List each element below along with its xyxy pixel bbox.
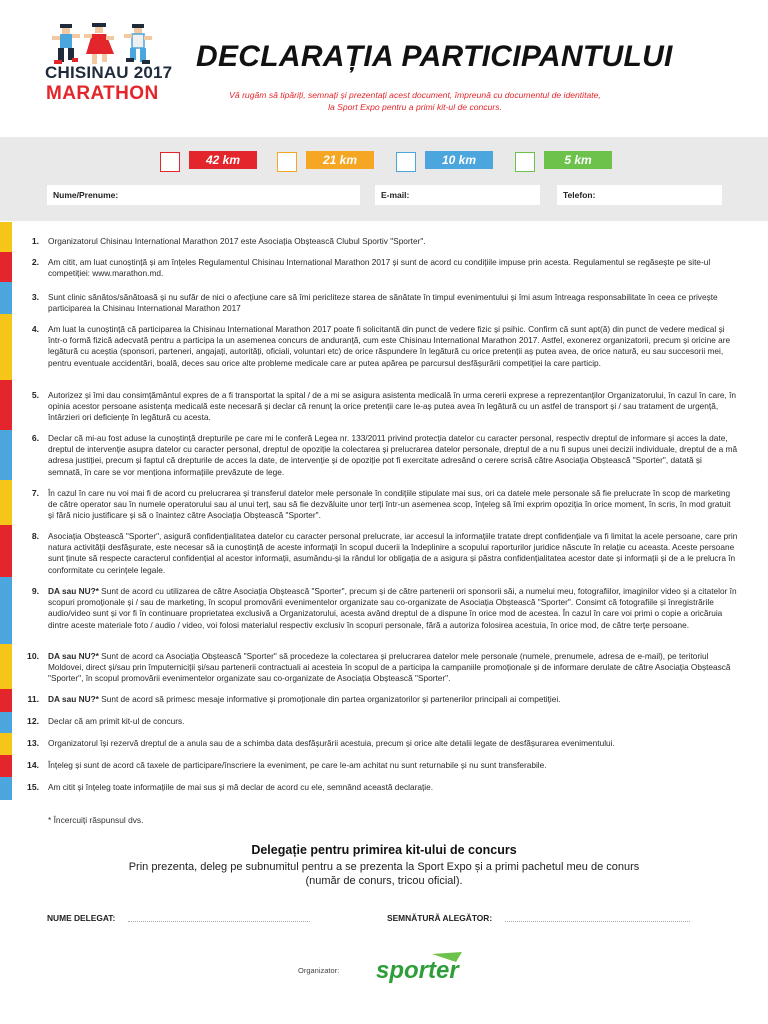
logo-year: 2017 [133,63,173,82]
stripe-segment [0,644,12,689]
item-number: 2. [31,257,39,267]
declaration-item-10 [48,651,738,685]
yes-no-choice[interactable]: DA sau NU?* [48,586,99,596]
declaration-item-8: Asociația Obștească "Sporter", asigură confidențialitatea datelor cu caracter personal prelucrate, iar accesul la informațiile tratate drept confidențiale va fi limitat la acele persoane, care prin natura activității desfășurate, este necesar să ia cunoștință de aceste informații în scopul ducerii la îndeplinire a scopului raporturilor juridice născute în relație cu aceasta. Aceste persoane sunt ținute să respecte caracterul confidențial al acestor informații, asumându-și la rândul lor obligația de a asigura și păstra confidențialitatea acestor date și informații și de a le prelucra în conformitate cu cerințele legale. [48,531,738,575]
delegate-name-label: NUME DELEGAT: [47,913,116,923]
logo-city [45,63,172,83]
distance-5km-label: 5 km [544,151,612,169]
item-number: 9. [31,586,39,596]
item-number: 1. [31,236,39,246]
signature-field[interactable] [505,921,690,922]
signature-label: SEMNĂTURĂ ALEGĂTOR: [387,913,493,923]
declaration-item-4: Am luat la cunoștință că participarea la Chisinau International Marathon 2017 poate fi solicitantă din punct de vedere fizic și psihic. Confirm că sunt apt(ă) din punct de vedere medical și într-o formă fizică adecvată pentru a participa la un asemenea concurs de anduranță, cum este Chisinau International Marathon 2017. Astfel, exonerez organizatorii, precum și oricine are legătură cu aceștia (sponsori, parteneri, angajați, autorități, oficiali, voluntari etc) de orice răspundere în legătură cu orice pretenții aș putea avea, de orice natură, eu sau succesorii mei, pentru eventuale accidentări, boală, deces sau orice alte probleme medicale care ar putea apărea pe parcursul desfășurării competiției la care particip. [48,324,731,368]
stripe-segment [0,777,12,800]
stripe-segment [0,689,12,712]
page-subtitle [205,89,625,113]
phone-field[interactable]: Telefon: [557,185,722,205]
item-number: 4. [31,324,39,334]
stripe-segment [0,733,12,755]
declaration-item-12: Declar că am primit kit-ul de concurs. [48,716,185,726]
stripe-segment [0,282,12,314]
subtitle-line-1: Vă rugăm să tipăriți, semnați și prezentați acest document, împreună cu documentul de identitate, [229,90,601,100]
stripe-segment [0,712,12,733]
delegation-title: Delegație pentru primirea kit-ului de concurs [251,843,517,857]
delegate-name-field[interactable] [128,921,310,922]
item-number: 13. [27,738,39,748]
distance-21km-label: 21 km [306,151,374,169]
declaration-item-9 [48,586,738,631]
declaration-item-3: Sunt clinic sănătos/sănătoasă și nu sufăr de nici o afecțiune care să îmi pericliteze starea de sănătate în timpul evenimentului și îmi asum întreaga responsabilitate în ceea ce privește participarea la Chisinau International Marathon 2017 [48,292,718,314]
item-number: 11. [27,694,39,704]
stripe-segment [0,380,12,430]
footnote: * Încercuiți răspunsul dvs. [48,815,144,825]
organizer-label: Organizator: [298,966,340,975]
checkbox-42km[interactable] [160,152,180,172]
stripe-segment [0,525,12,577]
stripe-segment [0,314,12,380]
checkbox-10km[interactable] [396,152,416,172]
stripe-segment [0,480,12,525]
item-number: 5. [31,390,39,400]
stripe-segment [0,252,12,282]
delegation-text [104,860,664,888]
item-number: 12. [27,716,39,726]
stripe-segment [0,430,12,480]
declaration-item-15: Am citit și înțeleg toate informațiile de mai sus și mă declar de acord cu ele, semnând această declarație. [48,782,434,792]
stripe-segment [0,577,12,644]
item-number: 6. [31,433,39,443]
distance-42km-label: 42 km [189,151,257,169]
item-number: 3. [31,292,39,302]
declaration-item-14: Înțeleg și sunt de acord că taxele de participare/înscriere la eveniment, pe care le-am achitat nu sunt returnabile și nu sunt transferabile. [48,760,547,770]
declaration-item-7: În cazul în care nu voi mai fi de acord cu prelucrarea și transferul datelor mele personale în condițiile stipulate mai sus, ori ca datele mele personale să fie prelucrate în scop de marketing de către operator sau în numele operatorului sau al unui terț, sau să fie dezvăluite unor terți într-un asemenea scop, înțeleg să îmi exprim opoziția în orice moment, în scris, în mod gratuit și fără nicio justificare și să o înaintez către Asociația Obștească "Sporter". [48,488,731,521]
declaration-item-6: Declar că mi-au fost aduse la cunoștință drepturile pe care mi le conferă Legea nr. 133/2011 privind protecția datelor cu caracter personal, respectiv dreptul de informare și acces la date, dreptul de intervenție asupra datelor cu caracter personal, dreptul de opoziție la colectarea și prelucrarea datelor personale, dreptul de a nu fi supus unei decizii individuale, dreptul de a mă adresa justiției, precum și faptul că drepturile de acces la date, de intervenție și de opoziție pot fi exercitate adresând o cerere scrisă către Asociația Obștească "Sporter", datată și semnată, în care se vor menționa informațiile prevăzute de lege. [48,433,738,477]
checkbox-21km[interactable] [277,152,297,172]
delegation-line-1: Prin prezenta, deleg pe subnumitul pentru a se prezenta la Sport Expo și a primi pachetul meu de conurs [128,861,640,873]
declaration-item-13: Organizatorul își rezervă dreptul de a anula sau de a schimba data desfășurării acestuia, precum și orice alte detalii legate de desfășurarea evenimentului. [48,738,615,748]
item-10-text: Sunt de acord ca Asociația Obștească "Sporter" să procedeze la colectarea și prelucrarea datelor mele personale (numele, prenumele, adresa de e-mail), pe teritoriul Moldovei, direct și/sau prin împuterniciții și/sau partenerii contractuali ai acesteia în scopul de a participa la campaniile promoționale și de informare derulate de către Asociația Obștească "Sporter", în scopul promovării evenimentelor organizate sau co-organizate de Asociația Obștească "Sporter". [48,651,731,684]
declaration-item-2: Am citit, am luat cunoștință și am înțeles Regulamentul Chisinau International Marathon 2017 și sunt de acord cu condițiile impuse prin acesta. Regulamentul se regăsește pe site-ul competiției: www.marathon.md. [48,257,711,279]
declaration-item-11 [48,694,738,705]
item-9-text: Sunt de acord cu utilizarea de către Asociația Obștească "Sporter", precum și de către partenerii ori sponsorii săi, a numelui meu, fotografiilor, imaginilor video și a citatelor în scopuri promoționale și / sau de marketing, în scopul promovării evenimentelor organizate sau co-organizate de Asociația Obștească "Sporter". Consimt că fotografiile și înregistrările audio/video sunt și vor fi în continuare proprietatea exclusivă a Organizatorului, acesta având dreptul de a dispune în orice mod de acestea. În cazul în care voi primi o copie a oricăruia dintre aceste materiale foto / audio / video, voi folosi materialul respectiv exclusiv în scopuri personale, fără a autoriza folosirea acestuia, în orice mod, de către terțe persoane. [48,586,737,630]
stripe-segment [0,222,12,252]
sporter-logo [376,952,462,988]
delegation-line-2: (număr de conurs, tricou oficial). [305,875,463,887]
page-title: DECLARAȚIA PARTICIPANTULUI [196,40,673,73]
subtitle-line-2: la Sport Expo pentru a primi kit-ul de concurs. [328,102,502,112]
name-field[interactable]: Nume/Prenume: [47,185,360,205]
item-number: 10. [27,651,39,661]
item-number: 8. [31,531,39,541]
item-11-text: Sunt de acord să primesc mesaje informative și promoționale din partea organizatorilor și partenerilor principali ai competiției. [98,694,561,704]
email-field[interactable]: E-mail: [375,185,540,205]
yes-no-choice[interactable]: DA sau NU?* [48,694,99,704]
item-number: 14. [27,760,39,770]
declaration-item-5: Autorizez și îmi dau consimțământul expres de a fi transportat la spital / de a mi se asigura asistenta medicală în urma cererii exprese a reprezentanților Organizatorului, în cazul în care, în opinia acestor persoane asistența medicală este necesară și declar că renunț la orice pretenții care le-aș putea avea în legătură cu un astfel de transport și / sau tratament de urgență, întârzieri ori deficiențe în legătură cu acesta. [48,390,737,423]
checkbox-5km[interactable] [515,152,535,172]
yes-no-choice[interactable]: DA sau NU?* [48,651,99,661]
registration-band [0,137,768,221]
stripe-segment [0,755,12,777]
item-number: 7. [31,488,39,498]
declaration-item-1: Organizatorul Chisinau International Marathon 2017 este Asociația Obștească Clubul Sportiv "Sporter". [48,236,426,246]
logo-city-text: CHISINAU [45,63,129,82]
sporter-logo-text: sporter [376,957,459,984]
item-number: 15. [27,782,39,792]
logo-marathon: MARATHON [46,83,159,104]
distance-10km-label: 10 km [425,151,493,169]
